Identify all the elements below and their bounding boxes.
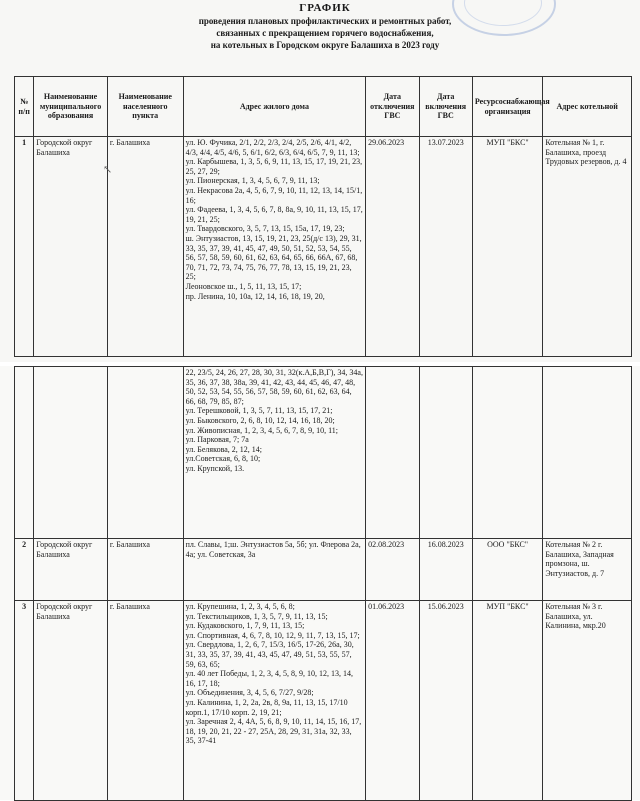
row3-date-off: 01.06.2023 — [366, 601, 419, 801]
address-line: ул.Советская, 6, 8, 10; — [185, 454, 261, 464]
row2-org: ООО "БКС" — [472, 539, 542, 601]
document-subtitle-line2: связанных с прекращением горячего водоснабжения, — [216, 28, 434, 38]
address-line: ул. Карбышева, 1, 3, 5, 6, 9, 11, 13, 15, 17, 19, 21, 23, 25, 27, 29; — [185, 157, 363, 176]
col-header-municipality: Наименование муниципального образования — [34, 77, 108, 137]
address-line: ул. Крупской, 13. — [185, 463, 245, 473]
address-line: пр. Ленина, 10, 10а, 12, 14, 16, 18, 19, 20, — [185, 291, 325, 301]
document-title: ГРАФИК — [299, 2, 351, 14]
address-line: ул. Терешковой, 1, 3, 5, 7, 11, 13, 15, 17, 21; — [185, 406, 333, 416]
document-page-1 — [0, 0, 640, 362]
cursor-arrow-icon: ↖ — [103, 164, 113, 176]
table-row — [15, 367, 632, 539]
address-line: ул. Крупешина, 1, 2, 3, 4, 5, 6, 8; — [185, 602, 295, 611]
table-header-row — [15, 77, 632, 137]
schedule-table — [14, 76, 632, 357]
table-row — [15, 601, 632, 801]
row1-locality: г. Балашиха — [107, 137, 183, 357]
col-header-address: Адрес жилого дома — [183, 77, 366, 137]
address-line: ул. Кудаковского, 1, 7, 9, 11, 13, 15; — [185, 621, 305, 631]
document-subtitle-line1: проведения плановых профилактических и ремонтных работ, — [198, 16, 452, 26]
address-line: ул. Парковая, 7; 7а — [185, 435, 249, 445]
address-line: ул. Спортивная, 4, 6, 7, 8, 10, 12, 9, 11, 7, 13, 15, 17; — [185, 630, 360, 640]
row1-date-off: 29.06.2023 — [366, 137, 419, 357]
address-line: ул. Объединения, 3, 4, 5, 6, 7/27, 9/28; — [185, 688, 314, 698]
row2-locality: г. Балашиха — [107, 539, 183, 601]
row3-address — [183, 601, 366, 801]
row1-date-on: 13.07.2023 — [419, 137, 472, 357]
col-header-date-on: Дата включения ГВС — [419, 77, 472, 137]
col-header-num: № п/п — [15, 77, 34, 137]
address-line: пл. Славы, 1;ш. Энтузиастов 5а, 5б; ул. Флерова 2а, 4а; ул. Советская, 3а — [185, 540, 361, 559]
col-header-locality: Наименование населенного пункта — [107, 77, 183, 137]
document-subtitle-line3: на котельных в Городском округе Балашиха в 2023 году — [210, 40, 440, 50]
row2-address — [183, 539, 366, 601]
address-line: ул. Свердлова, 1, 2, 6, 7, 15/3, 16/5, 17-26, 26а, 30, 31, 33, 35, 37, 39, 41, 43, 45, 47, 49, 51, 53, 55, 57, 59, 63, 65; — [185, 640, 354, 669]
address-line: 22, 23/5, 24, 26, 27, 28, 30, 31, 32(к.А,Б,В,Г), 34, 34а, 35, 36, 37, 38, 38а, 39, 41, 42, 43, 44, 45, 46, 47, 48, 50, 52, 53, 54, 55, 56, 57, 58, 59, 60, 61, 62, 63, 64, 66, 68, 79, 85, 87; — [185, 368, 363, 406]
row1-boiler: Котельная № 1, г. Балашиха, проезд Трудовых резервов, д. 4 — [543, 137, 632, 357]
row2-date-on: 16.08.2023 — [419, 539, 472, 601]
row1-address-continued — [183, 367, 366, 539]
col-header-date-off: Дата отключения ГВС — [366, 77, 419, 137]
row1-num: 1 — [15, 137, 34, 357]
row3-locality: г. Балашиха — [107, 601, 183, 801]
col-header-boiler: Адрес котельной — [543, 77, 632, 137]
row1-org: МУП "БКС" — [472, 137, 542, 357]
row2-date-off: 02.08.2023 — [366, 539, 419, 601]
row3-municipality: Городской округ Балашиха — [34, 601, 108, 801]
row2-municipality: Городской округ Балашиха — [34, 539, 108, 601]
address-line: ул. Ю. Фучика, 2/1, 2/2, 2/3, 2/4, 2/5, 2/6, 4/1, 4/2, 4/3, 4/4, 4/5, 4/6, 5, 6/1, 6/2, 6/3, 6/4, 6/5, 7, 9, 11, 13; — [185, 138, 360, 157]
row1-municipality: Городской округ Балашиха — [34, 137, 108, 357]
address-line: ш. Энтузиастов, 13, 15, 19, 21, 23, 25(д/с 13), 29, 31, 33, 35, 37, 39, 41, 45, 47, 49, 50, 51, 52, 53, 54, 55, 56, 57, 58, 59, 60, 61, 62, 63, 64, 65, 66, 66А, 67, 68, 70, 71, 72, 73, 74, 75, 76, 77, 78, 13, 15, 19, 21, 23, 25; — [185, 233, 362, 282]
address-line: ул. Пионерская, 1, 3, 4, 5, 6, 7, 9, 11, 13; — [185, 176, 320, 186]
row2-num: 2 — [15, 539, 34, 601]
row3-boiler: Котельная № 3 г. Балашиха, ул. Калинина, мкр.20 — [543, 601, 632, 801]
row1-address — [183, 137, 366, 357]
row3-org: МУП "БКС" — [472, 601, 542, 801]
address-line: ул. Фадеева, 1, 3, 4, 5, 6, 7, 8, 8а, 9, 10, 11, 13, 15, 17, 19, 21, 25; — [185, 205, 363, 224]
address-line: ул. 40 лет Победы, 1, 2, 3, 4, 5, 8, 9, 10, 12, 13, 14, 16, 17, 18; — [185, 669, 353, 688]
address-line: ул. Заречная 2, 4, 4А, 5, 6, 8, 9, 10, 11, 14, 15, 16, 17, 18, 19, 20, 21, 22 - 27, 25А, 28, 29, 31, 31а, 32, 33, 35, 37-41 — [185, 717, 362, 746]
row3-num: 3 — [15, 601, 34, 801]
address-line: Леоновское ш., 1, 5, 11, 13, 15, 17; — [185, 281, 302, 291]
address-line: ул. Некрасова 2а, 4, 5, 6, 7, 9, 10, 11, 12, 13, 14, 15/1, 16; — [185, 185, 363, 205]
address-line: ул. Калинина, 1, 2, 2а, 2в, 8, 9а, 11, 13, 15, 17/10 корп.1, 17/10 корп. 2, 19, 21; — [185, 697, 348, 717]
address-line: ул. Текстильщиков, 1, 3, 5, 7, 9, 11, 13, 15; — [185, 611, 328, 621]
address-line: ул. Живописная, 1, 2, 3, 4, 5, 6, 7, 8, 9, 10, 11; — [185, 425, 338, 435]
address-line: ул. Быковского, 2, 6, 8, 10, 12, 14, 16, 18, 20; — [185, 415, 335, 425]
table-row — [15, 539, 632, 601]
address-line: ул. Белякова, 2, 12, 14; — [185, 444, 263, 454]
row3-date-on: 15.06.2023 — [419, 601, 472, 801]
schedule-table-continued — [14, 366, 632, 801]
address-line: ул. Твардовского, 3, 5, 7, 13, 15, 15а, 17, 19, 23; — [185, 224, 345, 234]
row2-boiler: Котельная № 2 г. Балашиха, Западная промзона, ш. Энтузиастов, д. 7 — [543, 539, 632, 601]
col-header-org: Ресурсоснабжающая организация — [472, 77, 542, 137]
